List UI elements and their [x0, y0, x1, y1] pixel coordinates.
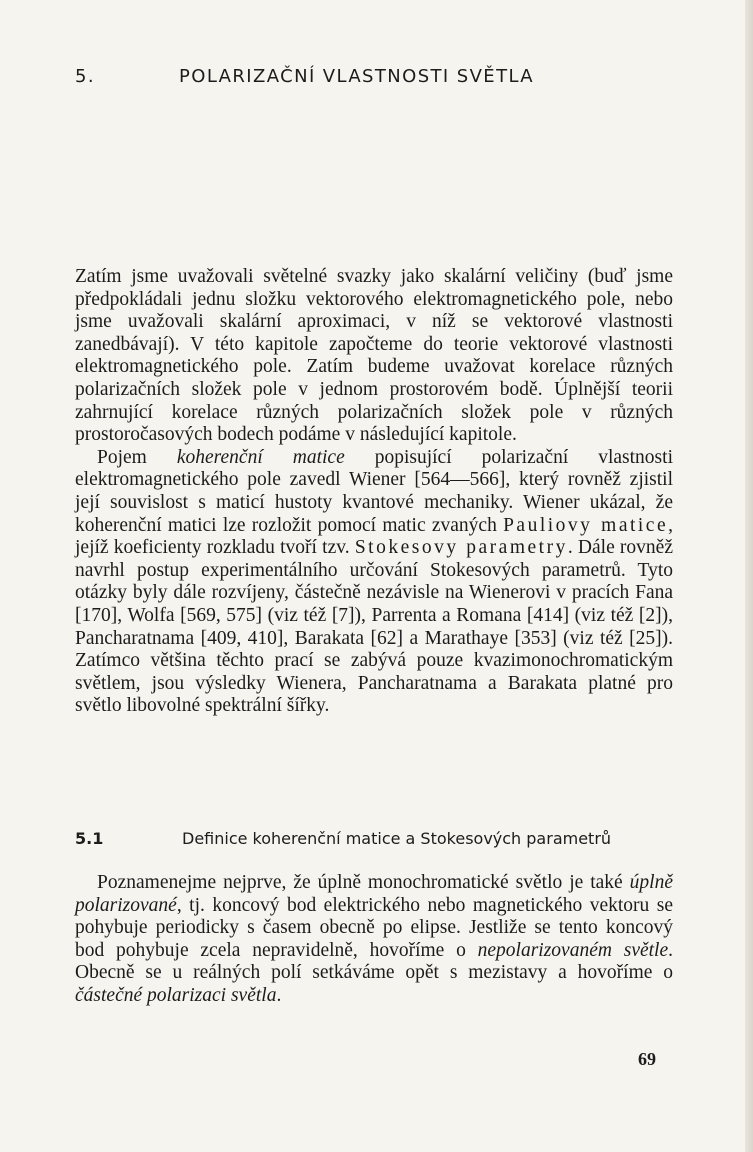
p3-text-a: Poznamenejme nejprve, že úplně monochromatické světlo je také — [97, 872, 630, 893]
p2-text-a: Pojem — [97, 446, 177, 468]
paragraph-1: Zatím jsme uvažovali světelné svazky jako skalární veličiny (buď jsme předpokládali jednu složku vektorového elektromagnetického pole, nebo jsme uvažovali skalární aproximaci, v níž se vektorové vlastnosti zanedbávají). V této kapitole započteme do teorie vektorové vlastnosti elektromagnetického pole. Zatím budeme uvažovat korelace různých polarizačních složek pole v jednom prostorovém bodě. Úplnější teorii zahrnující korelace různých polarizačních složek pole v různých prostoročasových bodech podáme v následující kapitole. — [75, 266, 673, 446]
term-partial-polarization: částečné polarizaci světla — [75, 984, 277, 1006]
term-unpolarized-light: nepolarizovaném světle — [477, 939, 669, 961]
paragraph-3 — [75, 872, 673, 1008]
section-number: 5.1 — [75, 829, 104, 848]
p3-text-b: , tj. koncový bod elektrického nebo magnetického vektoru se pohybuje periodicky s časem obecně po elipse. Jestliže se tento koncový bod pohybuje zcela nepravidelně, hovoříme o — [75, 894, 673, 961]
term-stokes-parameters: Stokesovy parametry — [354, 537, 568, 559]
term-fully-polarized: úplně polarizované — [75, 872, 673, 916]
p2-text-c: , jejíž koeficienty rozkladu tvoří tzv. — [75, 514, 673, 559]
paragraph-2 — [75, 447, 673, 718]
chapter-number: 5. — [75, 66, 95, 87]
chapter-heading — [75, 66, 675, 87]
term-pauli-matrices: Pauliovy matice — [503, 514, 669, 536]
chapter-body — [75, 266, 673, 718]
page-edge-shadow — [745, 0, 753, 1152]
page-number: 69 — [638, 1049, 656, 1069]
chapter-title: POLARIZAČNÍ VLASTNOSTI SVĚTLA — [179, 66, 535, 87]
p3-text-c: . Obecně se u reálných polí setkáváme opět s mezistavy a hovoříme o — [75, 939, 674, 984]
section-body — [75, 872, 673, 1008]
p3-text-d: . — [276, 984, 282, 1006]
section-title: Definice koherenční matice a Stokesových parametrů — [182, 829, 612, 848]
section-heading — [75, 829, 675, 848]
p2-text-d: . Dále rovněž navrhl postup experimentálního určování Stokesových parametrů. Tyto otázky byly dále rozvíjeny, částečně nezávisle na Wienerovi v pracích Fana [170], Wolfa [569, 575] (viz též [7]), Parrenta a Romana [414] (viz též [2]), Pancharatnama [409, 410], Barakata [62] a Marathaye [353] (viz též [25]). Zatímco většina těchto prací se zabývá pouze kvazimonochromatickým světlem, jsou výsledky Wienera, Pancharatnama a Barakata platné pro světlo libovolné spektrální šířky. — [75, 537, 673, 717]
term-coherence-matrix: koherenční matice — [176, 446, 345, 468]
p2-text-b: popisující polarizační vlastnosti elektromagnetického pole zavedl Wiener [564—566], který rovněž zjistil její souvislost s maticí hustoty kvantové mechaniky. Wiener ukázal, že koherenční matici lze rozložit pomocí matic zvaných — [75, 446, 673, 536]
